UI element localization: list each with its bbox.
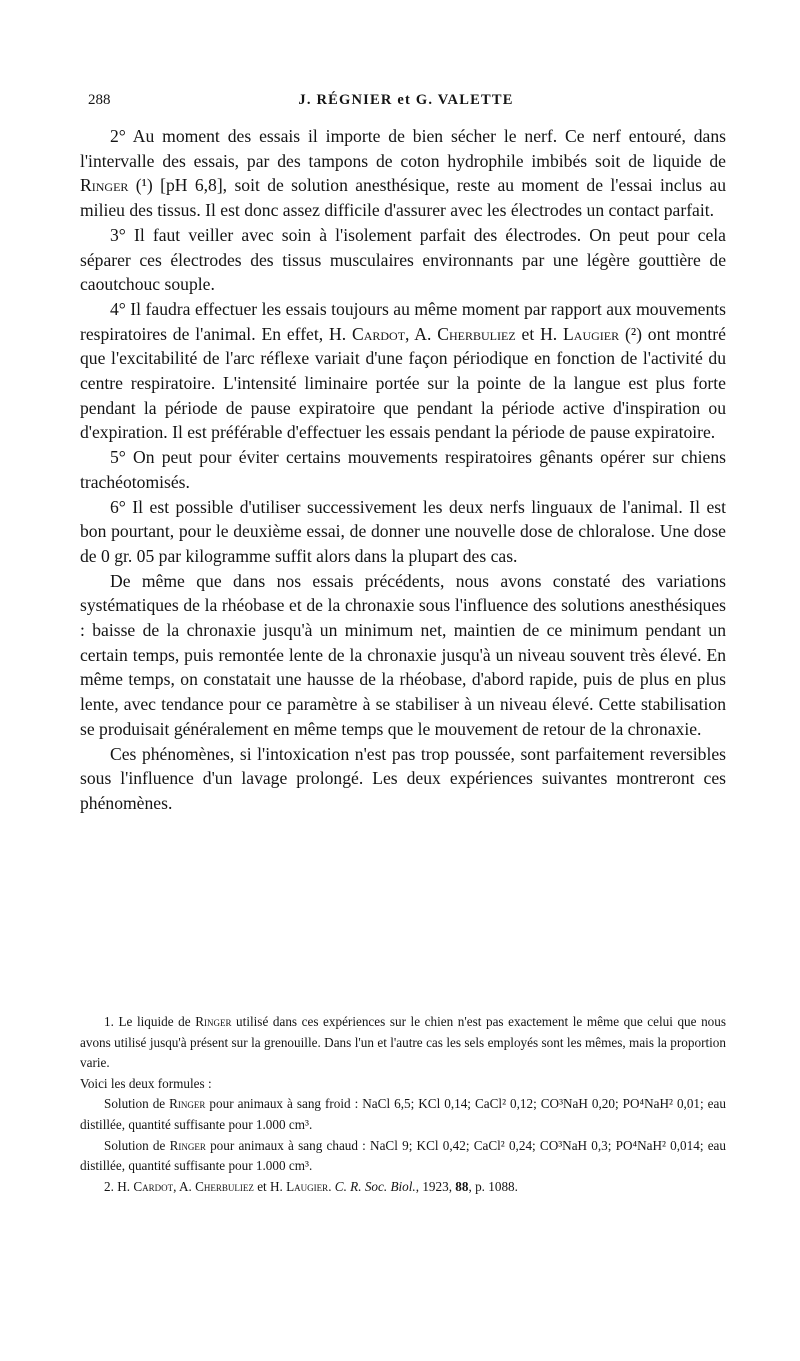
author-name: Ringer [80,175,129,196]
paragraph-results: De même que dans nos essais précédents, nous avons constaté des variations systématiques de la rhéobase et de la chronaxie sous l'influence des solutions anesthésiques : baisse de la chronaxie jusqu'à un minimum net, maintien de ce minimum pendant un certain temps, puis remontée lente de la chronaxie jusqu'à un niveau souvent très élevé. En même temps, on constatait une hausse de la rhéobase, d'abord rapide, puis de plus en plus lente, avec tendance pour ce paramètre à se stabiliser à un niveau élevé. Cette stabilisation se produisait généralement en même temps que le mouvement de retour de la chronaxie. [80,570,726,739]
footnote-1-warm-formula: Solution de Ringer pour animaux à sang chaud : NaCl 9; KCl 0,42; CaCl² 0,24; CO³NaH 0,3; PO⁴NaH² 0,014; eau distillée, quantité suffisante pour 1.000 cm³. [80,1137,726,1174]
author-name: Laugier [563,323,620,344]
footnote-2: 2. H. Cardot, A. Cherbuliez et H. Laugier. C. R. Soc. Biol., 1923, 88, p. 1088. [104,1178,518,1194]
paragraph-3: 3° Il faut veiller avec soin à l'isolement parfait des électrodes. On peut pour cela séparer ces électrodes des tissus musculaires environnants par une légère gouttière de caoutchouc souple. [80,224,726,295]
page-number: 288 [88,92,111,108]
author-name: Cardot [351,323,406,344]
paragraph-4: 4° Il faudra effectuer les essais toujours au même moment par rapport aux mouvements respiratoires de l'animal. En effet, H. Cardot, A. Cherbuliez et H. Laugier (²) ont montré que l'excitabilité de l'arc réflexe variait d'une façon périodique en fonction de l'activité du centre respiratoire. L'intensité liminaire portée sur la pointe de la langue est plus forte pendant la période de pause expiratoire que pendant la période active d'inspiration ou d'expiration. Il est préférable d'effectuer les essais pendant la période de pause expiratoire. [80,298,726,443]
running-head: J. RÉGNIER et G. VALETTE [298,92,514,108]
page-header [88,92,724,116]
footnotes [80,1012,726,1197]
paragraph-6: 6° Il est possible d'utiliser successivement les deux nerfs linguaux de l'animal. Il est bon pourtant, pour le deuxième essai, de donner une nouvelle dose de chloralose. Une dose de 0 gr. 05 par kilogramme suffit alors dans la plupart des cas. [80,496,726,566]
paragraph-2: 2° Au moment des essais il importe de bien sécher le nerf. Ce nerf entouré, dans l'intervalle des essais, par des tampons de coton hydrophile imbibés soit de liquide de Ringer (¹) [pH 6,8], soit de solution anesthésique, reste au moment de l'essai inclus au milieu des tissus. Il est donc assez difficile d'assurer avec les électrodes un contact parfait. [80,126,726,221]
author-name: Cherbuliez [437,323,516,344]
main-text [80,124,726,816]
paragraph-reversibility: Ces phénomènes, si l'intoxication n'est pas trop poussée, sont parfaitement reversibles sous l'influence d'un lavage prolongé. Les deux expériences suivantes montreront ces phénomènes. [80,743,726,813]
footnote-1-intro: Voici les deux formules : [80,1075,212,1091]
footnote-1-cold-formula: Solution de Ringer pour animaux à sang froid : NaCl 6,5; KCl 0,14; CaCl² 0,12; CO³NaH 0,20; PO⁴NaH² 0,01; eau distillée, quantité suffisante pour 1.000 cm³. [80,1096,726,1132]
footnote-1: 1. Le liquide de Ringer utilisé dans ces expériences sur le chien n'est pas exactement le même que celui que nous avons utilisé jusqu'à présent sur la grenouille. Dans l'un et l'autre cas les sels employés sont les mêmes, mais la proportion varie. [80,1014,726,1071]
paragraph-5: 5° On peut pour éviter certains mouvements respiratoires gênants opérer sur chiens trachéotomisés. [80,447,726,492]
